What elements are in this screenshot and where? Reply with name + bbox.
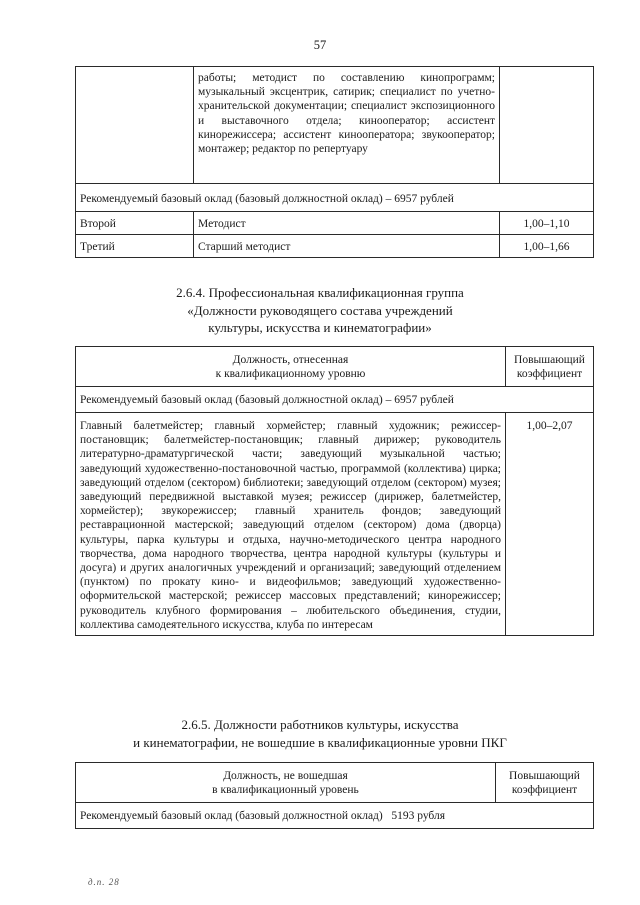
- heading-line: и кинематографии, не вошедшие в квалификационные уровни ПКГ: [133, 734, 507, 750]
- level-cell: Второй: [76, 212, 194, 235]
- header-coef: Повышающий коэффициент: [496, 763, 594, 803]
- continued-positions-text: работы; методист по составлению кинопрограмм; музыкальный эксцентрик, сатирик; специалист по учетно-хранительской документации; специалист экспозиционного и выставочного отдела; кинооператор; ассистент кинорежиссера; ассистент кинооператора; звукооператор; монтажер; редактор по репертуару: [194, 67, 500, 184]
- heading-line: «Должности руководящего состава учреждений: [187, 302, 453, 318]
- coef-cell: 1,00–1,10: [500, 212, 594, 235]
- section-264-heading: [0, 284, 640, 337]
- header-coef: Повышающий коэффициент: [506, 347, 594, 387]
- position-cell: Методист: [194, 212, 500, 235]
- section-265-heading: [0, 716, 640, 751]
- table-row: [76, 67, 594, 184]
- table-continued: [75, 66, 594, 258]
- heading-line: культуры, искусства и кинематографии»: [208, 320, 432, 335]
- position-cell: Старший методист: [194, 235, 500, 258]
- level-cell: Третий: [76, 235, 194, 258]
- table-row: [76, 413, 594, 636]
- coef-cell: 1,00–1,66: [500, 235, 594, 258]
- positions-text: Главный балетмейстер; главный хормейстер; главный художник; режиссер-постановщик; балетмейстер-постановщик; главный дирижер; руководитель литературно-драматургической части; заведующий музыкальной частью; заведующий художественно-постановочной частью, программой (коллектива) цирка; заведующий отделом (сектором) библиотеки; заведующий отделом (сектором) музея; заведующий передвижной выставкой музея; режиссер (дирижер, балетмейстер, хормейстер); звукорежиссер; главный хранитель фондов; заведующий реставрационной мастерской; заведующий отделом (сектором) дома (дворца) культуры, парка культуры и отдыха, научно-методического центра народного творчества, дома народного творчества, центра народной культуры (культуры и досуга) и других аналогичных учреждений и организаций; заведующий отделением (пунктом) по прокату кино- и видеофильмов; заведующий художественно-оформительской мастерской; режиссер массовых представлений; кинорежиссер; руководитель клубного формирования – любительского объединения, студии, коллектива самодеятельного искусства, клуба по интересам: [76, 413, 506, 636]
- table-row: [76, 235, 594, 258]
- header-position: Должность, отнесенная к квалификационному уровню: [76, 347, 506, 387]
- salary-note: Рекомендуемый базовый оклад (базовый должностной оклад) 5193 рубля: [76, 803, 594, 829]
- coef-cell: 1,00–2,07: [506, 413, 594, 636]
- table-row: [76, 212, 594, 235]
- table-row: [76, 387, 594, 413]
- table-264: [75, 346, 594, 636]
- table-row: [76, 184, 594, 212]
- heading-line: 2.6.5. Должности работников культуры, искусства: [181, 717, 459, 732]
- footer-mark: д.п. 28: [88, 877, 120, 887]
- heading-line: 2.6.4. Профессиональная квалификационная группа: [176, 285, 464, 300]
- table-header-row: [76, 763, 594, 803]
- header-position: Должность, не вошедшая в квалификационный уровень: [76, 763, 496, 803]
- table-header-row: [76, 347, 594, 387]
- table-row: [76, 803, 594, 829]
- salary-note: Рекомендуемый базовый оклад (базовый должностной оклад) – 6957 рублей: [76, 184, 594, 212]
- salary-note: Рекомендуемый базовый оклад (базовый должностной оклад) – 6957 рублей: [76, 387, 594, 413]
- page-number: 57: [313, 38, 327, 52]
- table-265: [75, 762, 594, 829]
